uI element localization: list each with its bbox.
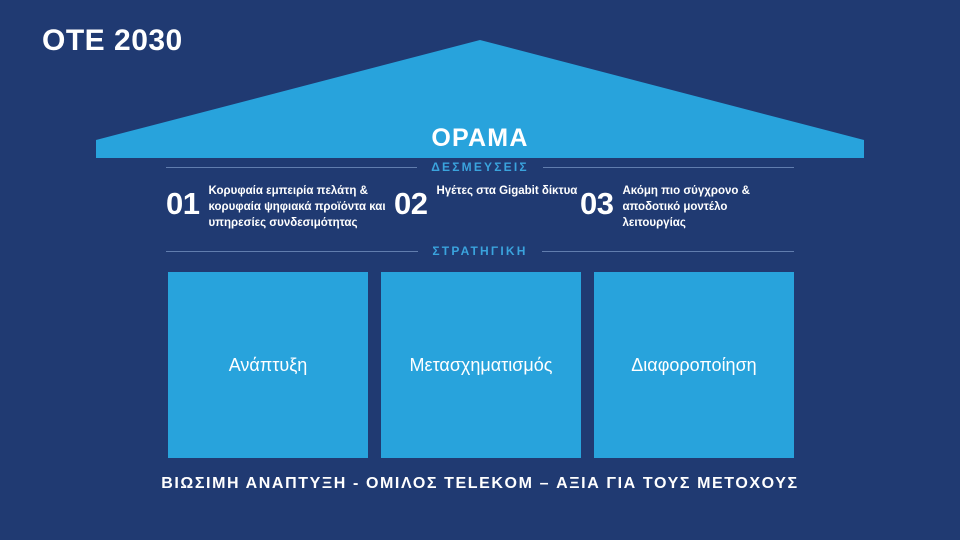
commitment-item (580, 176, 780, 240)
commitment-text: Ακόμη πιο σύγχρονο & αποδοτικό μοντέλο λειτουργίας (622, 185, 750, 229)
pillar-label: Ανάπτυξη (228, 354, 308, 375)
commitment-text: Ηγέτες στα Gigabit δίκτυα (436, 185, 578, 197)
pillar-column (168, 272, 368, 458)
commitment-number: 03 (580, 186, 614, 221)
divider-line-left (166, 167, 417, 168)
commitment-number: 02 (394, 186, 428, 221)
divider-strategy-label: ΣΤΡΑΤΗΓΙΚΗ (432, 244, 528, 258)
pillar-label: Διαφοροποίηση (631, 354, 757, 375)
vision-label: ΟΡΑΜΑ (431, 124, 529, 152)
brand-logo: OTE 2030 (42, 24, 183, 57)
commitment-item (166, 176, 394, 240)
divider-line-right (543, 167, 794, 168)
divider-strategy (166, 244, 794, 258)
pillar-column (594, 272, 794, 458)
foundation-label: ΒΙΩΣΙΜΗ ΑΝΑΠΤΥΞΗ - ΟΜΙΛΟΣ TELEKOM – ΑΞΙΑ ΓΙΑ ΤΟΥΣ ΜΕΤΟΧΟΥΣ (161, 475, 799, 492)
commitment-item (394, 176, 580, 240)
commitments-row (166, 176, 796, 240)
roof-shape (96, 40, 864, 158)
divider-line-left (166, 251, 418, 252)
pillars-row (168, 272, 794, 458)
pillar-column (381, 272, 581, 458)
pillar-label: Μετασχηματισμός (409, 354, 553, 375)
divider-line-right (542, 251, 794, 252)
commitment-number: 01 (166, 186, 200, 221)
divider-commitments (166, 160, 794, 174)
commitment-text: Κορυφαία εμπειρία πελάτη & κορυφαία ψηφιακά προϊόντα και υπηρεσίες συνδεσιμότητας (208, 185, 386, 229)
divider-commitments-label: ΔΕΣΜΕΥΣΕΙΣ (431, 160, 529, 174)
